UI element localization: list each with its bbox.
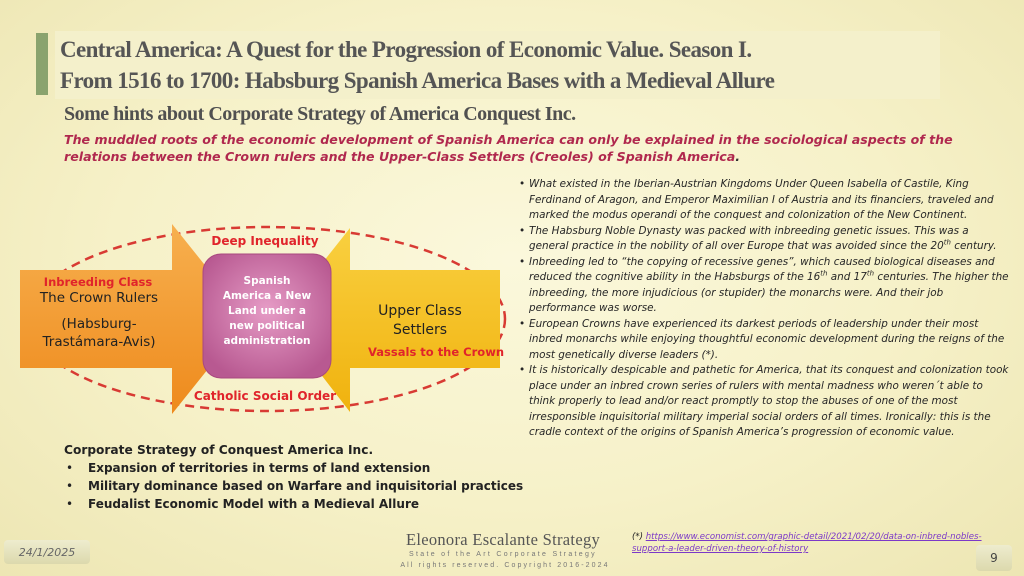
deep-inequality-label: Deep Inequality bbox=[211, 234, 319, 248]
center-line-1: Spanish bbox=[243, 275, 291, 287]
crown-rulers-label bbox=[20, 289, 178, 351]
inbreeding-class-label: Inbreeding Class bbox=[43, 275, 153, 289]
strategy-heading: Corporate Strategy of Conquest America Inc. bbox=[64, 443, 374, 457]
catholic-social-order-label: Catholic Social Order bbox=[193, 389, 337, 403]
list-item: • Military dominance based on Warfare and inquisitorial practices bbox=[64, 477, 534, 495]
list-item: • Feudalist Economic Model with a Medieval Allure bbox=[64, 495, 534, 513]
spanish-america-label bbox=[203, 274, 331, 349]
date-badge: 24/1/2025 bbox=[4, 540, 90, 564]
crown-rulers-line-2: (Habsburg- bbox=[61, 316, 137, 332]
list-item: • It is historically despicable and pathetic for America, that its conquest and colonization took place under an inbred crown series of rulers with mental madness who weren´t able to think properly to lead and/or react promptly to stop the abuses of one of the most irresponsible inquisitorial military imperial social orders of all times. Ironically: this is the cradle context of the origins of Spanish America’s progression of economic value. bbox=[519, 363, 1009, 441]
slide-title bbox=[60, 34, 960, 96]
slide-subtitle: Some hints about Corporate Strategy of America Conquest Inc. bbox=[64, 103, 576, 125]
center-line-5: administration bbox=[223, 335, 311, 347]
key-points-list bbox=[519, 177, 1009, 441]
strategy-list bbox=[64, 459, 534, 513]
settlers-line-2: Settlers bbox=[392, 322, 448, 338]
title-line-1: Central America: A Quest for the Progression of Economic Value. Season I. bbox=[60, 37, 752, 62]
footnote bbox=[632, 531, 982, 555]
list-item: • Expansion of territories in terms of land extension bbox=[64, 459, 534, 477]
upper-class-settlers-label bbox=[355, 302, 485, 340]
center-line-4: new political bbox=[229, 320, 305, 332]
list-item: • What existed in the Iberian-Austrian Kingdoms Under Queen Isabella of Castile, King Ferdinand of Aragon, and Emperor Maximilian I of Austria and its financiers, traveled and marked the modus operandi of the conquest and colonization of the New Continent. bbox=[519, 177, 1009, 224]
brand-name: Eleonora Escalante Strategy bbox=[405, 530, 601, 549]
title-accent-bar bbox=[36, 33, 48, 95]
list-item: • Inbreeding led to “the copying of recessive genes”, which caused biological diseases and reduced the cognitive ability in the Habsburgs of the 16th and 17th centuries. The higher the inbreeding, the more injudicious (or stupider) the monarchs were. And their job performance was worse. bbox=[519, 255, 1009, 317]
title-line-2: From 1516 to 1700: Habsburg Spanish America Bases with a Medieval Allure bbox=[60, 68, 775, 93]
settlers-line-1: Upper Class bbox=[378, 303, 462, 319]
brand-tagline: State of the Art Corporate Strategy bbox=[409, 551, 597, 558]
page-number: 9 bbox=[976, 545, 1012, 571]
crown-rulers-line-3: Trastámara-Avis) bbox=[42, 334, 156, 350]
list-item: • European Crowns have experienced its darkest periods of leadership under their most inbred monarchs while enjoying thoughtful economic development during the reigns of the most genetically diverse leaders (*). bbox=[519, 317, 1009, 364]
conquest-diagram bbox=[20, 218, 520, 418]
corporate-strategy-block bbox=[64, 441, 534, 513]
crown-rulers-line-1: The Crown Rulers bbox=[39, 290, 159, 306]
list-item: • The Habsburg Noble Dynasty was packed with inbreeding genetic issues. This was a general practice in the nobility of all over Europe that was avoided since the 20th century. bbox=[519, 224, 1009, 255]
vassals-label: Vassals to the Crown bbox=[368, 345, 504, 359]
intro-text: The muddled roots of the economic development of Spanish America can only be explained in the sociological aspects of the relations between the Crown rulers and the Upper-Class Settlers (Creoles) of Spanish America bbox=[64, 132, 953, 164]
copyright-notice: All rights reserved. Copyright 2016-2024 bbox=[400, 562, 610, 569]
intro-period: . bbox=[735, 149, 741, 164]
center-line-2: America a New bbox=[222, 290, 312, 302]
intro-statement bbox=[64, 131, 964, 165]
footnote-link[interactable]: https://www.economist.com/graphic-detail/2021/02/20/data-on-inbred-nobles-support-a-leader-driven-theory-of-history bbox=[632, 532, 982, 554]
center-line-3: Land under a bbox=[228, 305, 306, 317]
footnote-marker: (*) bbox=[632, 532, 646, 542]
